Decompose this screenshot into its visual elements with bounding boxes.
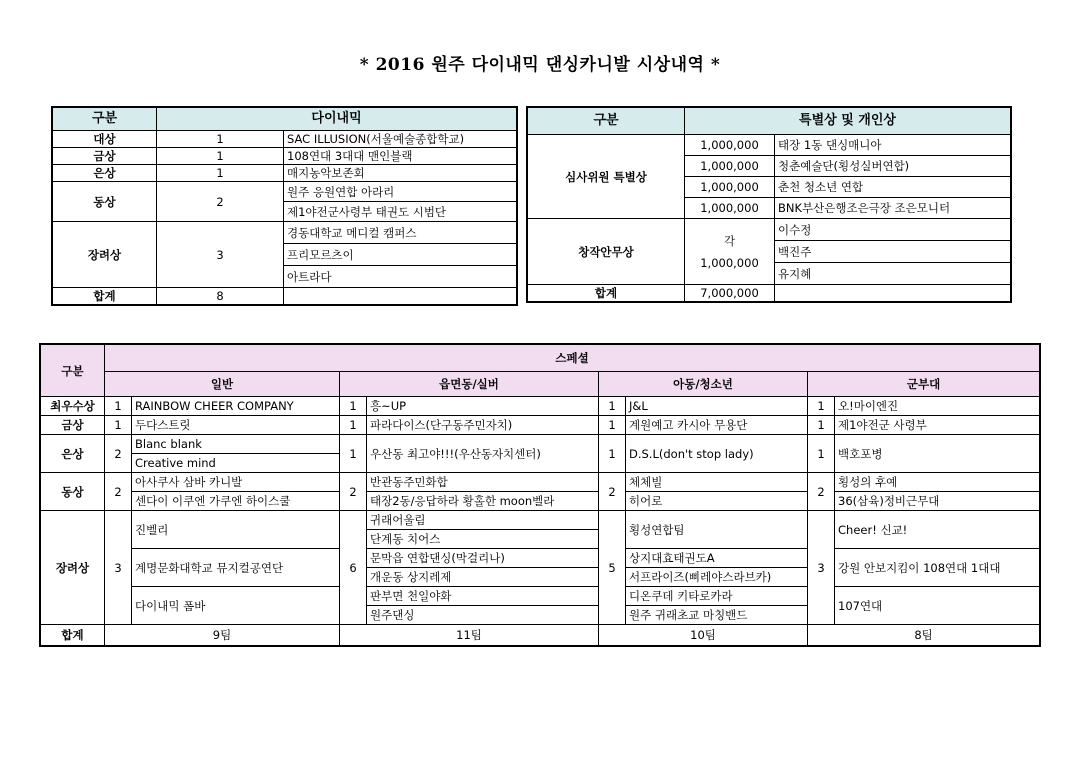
table-row	[41, 511, 1040, 530]
header-gubun: 구분	[41, 345, 105, 397]
prize-amount: 1,000,000	[685, 156, 775, 177]
header-special: 스페셜	[105, 345, 1040, 372]
header-military: 군부대	[808, 372, 1040, 397]
award-count: 1	[340, 416, 367, 435]
table-row	[41, 492, 1040, 511]
team-name: 단계동 치어스	[367, 530, 599, 549]
award-count: 1	[157, 165, 284, 182]
table-header-row	[53, 108, 517, 131]
table-row	[53, 131, 517, 148]
award-count: 5	[599, 511, 626, 625]
page-title: * 2016 원주 다이내믹 댄싱카니발 시상내역 *	[359, 55, 721, 75]
team-name: 원주 응원연합 아라리	[284, 182, 517, 202]
header-gubun: 구분	[53, 108, 157, 131]
team-name: 제1야전군 사령부	[835, 416, 1040, 435]
award-count: 1	[340, 397, 367, 416]
team-name: 매지농악보존회	[284, 165, 517, 182]
team-name: 원주 귀래초교 마칭밴드	[626, 606, 808, 625]
table-row	[41, 435, 1040, 454]
award-count: 6	[340, 511, 367, 625]
header-special: 특별상 및 개인상	[685, 108, 1011, 135]
table-row	[41, 549, 1040, 568]
header-youth: 아동/청소년	[599, 372, 808, 397]
team-name: 상지대효태권도A	[626, 549, 808, 568]
team-name: 계원예고 카시아 무용단	[626, 416, 808, 435]
award-count: 1	[599, 416, 626, 435]
award-count: 1	[808, 435, 835, 473]
total-label: 합계	[528, 285, 685, 302]
team-name: 판부면 천일야화	[367, 587, 599, 606]
each-label: 각	[723, 233, 736, 248]
total-general: 9팀	[105, 625, 340, 646]
team-name: Creative mind	[132, 454, 340, 473]
team-name: 107연대	[835, 587, 1040, 625]
award-count: 2	[599, 473, 626, 511]
team-name: 센다이 이쿠엔 가쿠엔 하이스쿨	[132, 492, 340, 511]
award-count: 2	[105, 473, 132, 511]
team-name: 두다스트릿	[132, 416, 340, 435]
team-name: 체체빌	[626, 473, 808, 492]
total-row	[41, 625, 1040, 646]
total-row	[53, 288, 517, 305]
award-count: 1	[157, 148, 284, 165]
header-dynamic: 다이내믹	[157, 108, 517, 131]
team-name: 횡성의 후예	[835, 473, 1040, 492]
empty-cell	[775, 285, 1011, 302]
team-name: 아트라다	[284, 266, 517, 288]
award-count: 1	[808, 416, 835, 435]
winner-name: BNK부산은행조은극장 조은모니터	[775, 198, 1011, 219]
team-name: 개운동 상지레제	[367, 568, 599, 587]
total-youth: 10팀	[599, 625, 808, 646]
award-count: 1	[340, 435, 367, 473]
team-name: 횡성연합팀	[626, 511, 808, 549]
team-name: 히어로	[626, 492, 808, 511]
award-label: 금상	[53, 148, 157, 165]
team-name: 아사쿠사 삼바 카니발	[132, 473, 340, 492]
table-row	[53, 165, 517, 182]
award-count: 3	[808, 511, 835, 625]
team-name: 원주댄싱	[367, 606, 599, 625]
team-name: 서프라이즈(삐레야스라브카)	[626, 568, 808, 587]
team-name: 강원 안보지킴이 108연대 1대대	[835, 549, 1040, 587]
award-count: 1	[808, 397, 835, 416]
award-count: 1	[599, 435, 626, 473]
dynamic-awards-table	[52, 107, 517, 305]
winner-name: 이수정	[775, 219, 1011, 241]
empty-cell	[284, 288, 517, 305]
award-count: 1	[599, 397, 626, 416]
team-name: 경동대학교 메디컬 캠퍼스	[284, 222, 517, 244]
table-row	[53, 222, 517, 244]
team-name: 계명문화대학교 뮤지컬공연단	[132, 549, 340, 587]
special-awards-table	[527, 107, 1011, 302]
team-name: 문막읍 연합댄싱(막걸리나)	[367, 549, 599, 568]
winner-name: 청춘예술단(횡성실버연합)	[775, 156, 1011, 177]
winner-name: 춘천 청소년 연합	[775, 177, 1011, 198]
total-label: 합계	[53, 288, 157, 305]
award-label: 창작안무상	[528, 219, 685, 285]
team-name: 디온쿠데 키타로카라	[626, 587, 808, 606]
prize-amount: 1,000,000	[685, 177, 775, 198]
team-name: Cheer! 신교!	[835, 511, 1040, 549]
award-count: 2	[105, 435, 132, 473]
prize-amount: 1,000,000	[685, 198, 775, 219]
team-name: 귀래어울림	[367, 511, 599, 530]
award-label: 은상	[53, 165, 157, 182]
winner-name: 유지혜	[775, 263, 1011, 285]
team-name: 태장2동/응답하라 황홀한 moon벨라	[367, 492, 599, 511]
team-name: 우산동 최고야!!!(우산동자치센터)	[367, 435, 599, 473]
total-count: 8	[157, 288, 284, 305]
award-label: 심사위원 특별상	[528, 135, 685, 219]
award-label: 금상	[41, 416, 105, 435]
total-label: 합계	[41, 625, 105, 646]
special-category-table	[40, 344, 1040, 646]
table-row	[528, 135, 1011, 156]
header-gubun: 구분	[528, 108, 685, 135]
award-label: 동상	[41, 473, 105, 511]
team-name: 진벨리	[132, 511, 340, 549]
table-header-row	[528, 108, 1011, 135]
award-count: 3	[105, 511, 132, 625]
team-name: 흥~UP	[367, 397, 599, 416]
award-label: 은상	[41, 435, 105, 473]
team-name: 프리모르츠이	[284, 244, 517, 266]
award-count: 1	[105, 397, 132, 416]
award-label: 장려상	[41, 511, 105, 625]
team-name: J&L	[626, 397, 808, 416]
team-name: RAINBOW CHEER COMPANY	[132, 397, 340, 416]
team-name: 36(삼육)정비근무대	[835, 492, 1040, 511]
award-count: 2	[340, 473, 367, 511]
team-name: D.S.L(don't stop lady)	[626, 435, 808, 473]
table-row	[41, 473, 1040, 492]
team-name: 오!마이엔진	[835, 397, 1040, 416]
award-label: 대상	[53, 131, 157, 148]
team-name: 다이내믹 폼바	[132, 587, 340, 625]
team-name: 반관동주민화합	[367, 473, 599, 492]
table-row	[53, 182, 517, 202]
award-label: 동상	[53, 182, 157, 222]
team-name: 108연대 3대대 맨인블랙	[284, 148, 517, 165]
table-header-row	[41, 345, 1040, 372]
award-count: 2	[808, 473, 835, 511]
award-label: 장려상	[53, 222, 157, 288]
award-count: 1	[105, 416, 132, 435]
award-count: 3	[157, 222, 284, 288]
team-name: 백호포병	[835, 435, 1040, 473]
prize-amount: 1,000,000	[700, 255, 759, 270]
table-row	[41, 397, 1040, 416]
total-row	[528, 285, 1011, 302]
total-military: 8팀	[808, 625, 1040, 646]
winner-name: 태장 1동 댄싱매니아	[775, 135, 1011, 156]
award-count: 1	[157, 131, 284, 148]
table-row	[41, 587, 1040, 606]
prize-amount-cell	[685, 219, 775, 285]
winner-name: 백진주	[775, 241, 1011, 263]
team-name: Blanc blank	[132, 435, 340, 454]
team-name: 제1야전군사령부 태권도 시범단	[284, 202, 517, 222]
total-amount: 7,000,000	[685, 285, 775, 302]
award-count: 2	[157, 182, 284, 222]
prize-amount: 1,000,000	[685, 135, 775, 156]
award-label: 최우수상	[41, 397, 105, 416]
table-row	[41, 416, 1040, 435]
table-row	[53, 148, 517, 165]
header-silver: 읍면동/실버	[340, 372, 599, 397]
team-name: 파라다이스(단구동주민자치)	[367, 416, 599, 435]
total-silver: 11팀	[340, 625, 599, 646]
header-general: 일반	[105, 372, 340, 397]
table-row	[528, 219, 1011, 241]
team-name: SAC ILLUSION(서울예술종합학교)	[284, 131, 517, 148]
table-header-row	[41, 372, 1040, 397]
